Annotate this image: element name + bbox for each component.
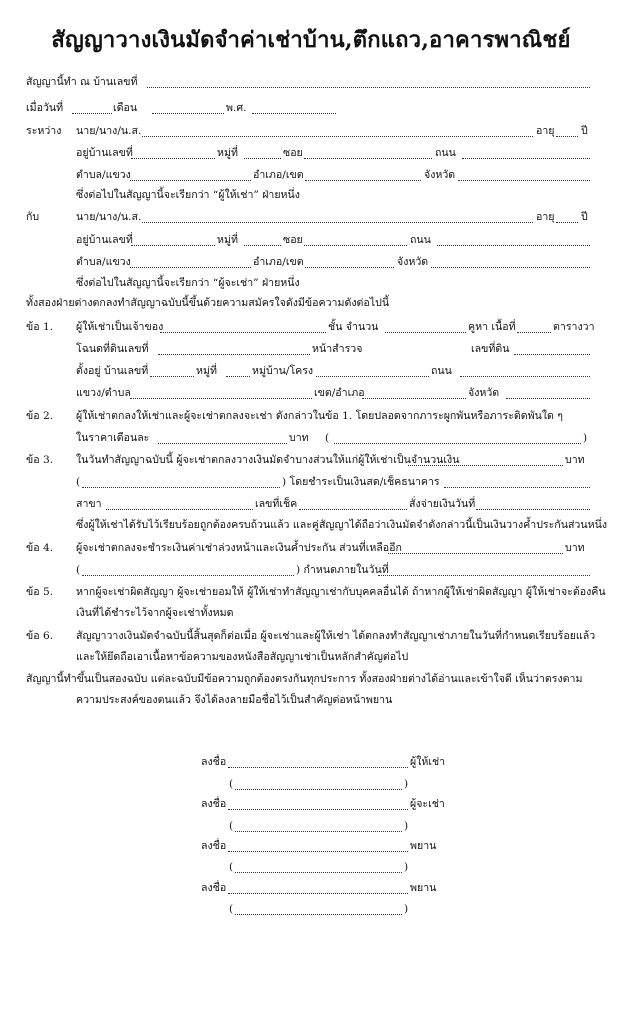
form-text: หมู่ที่: [196, 365, 217, 377]
fill-in-blank[interactable]: [316, 376, 429, 377]
form-text: ซอย: [283, 234, 303, 246]
form-text: ปี: [581, 125, 588, 137]
fill-in-blank[interactable]: [305, 267, 394, 268]
fill-in-blank[interactable]: [506, 398, 590, 399]
fill-in-blank[interactable]: [408, 465, 563, 466]
form-text: ซึ่งต่อไปในสัญญานี้จะเรียกว่า “ผู้ให้เช่า” ฝ่ายหนึ่ง: [76, 189, 300, 201]
form-text: จังหวัด: [424, 169, 456, 181]
form-text: เดือน: [113, 102, 138, 114]
fill-in-blank[interactable]: [304, 158, 432, 159]
form-text: ข้อ 4.: [26, 542, 54, 554]
form-text: (: [325, 432, 330, 444]
form-text: ) โดยชำระเป็นเงินสด/เช็คธนาคาร: [282, 476, 440, 488]
form-text: ผู้จะเช่าตกลงจะชำระเงินค่าเช่าล่วงหน้าและเงินค้ำประกัน ส่วนที่เหลืออีก: [76, 542, 402, 554]
fill-in-blank[interactable]: [142, 222, 533, 223]
fill-in-blank[interactable]: [160, 332, 326, 333]
form-text: ลงชื่อ: [201, 882, 227, 894]
fill-in-blank[interactable]: [82, 575, 294, 576]
form-text: ): [404, 861, 409, 873]
form-text: (: [76, 564, 81, 576]
form-text: ผู้ให้เช่าเป็นเจ้าของ: [76, 321, 164, 333]
form-text: อำเภอ/เขต: [253, 256, 304, 268]
fill-in-blank[interactable]: [252, 113, 336, 114]
form-text: ซึ่งผู้ให้เช่าได้รับไว้เรียบร้อยถูกต้องครบถ้วนแล้ว และคู่สัญญาได้ถือว่าเงินมัดจำดังกล่าวนี้เป็นเงินวางค้ำประกันส่วนหนึ่ง: [76, 519, 608, 531]
form-text: ตำบล/แขวง: [76, 256, 131, 268]
form-text: โฉนดที่ดินเลขที่: [76, 343, 149, 355]
fill-in-blank[interactable]: [228, 809, 408, 810]
form-text: บาท: [289, 432, 309, 444]
fill-in-blank[interactable]: [299, 509, 407, 510]
form-text: ปี: [581, 211, 588, 223]
fill-in-blank[interactable]: [226, 376, 250, 377]
fill-in-blank[interactable]: [152, 113, 224, 114]
form-text: ผู้ให้เช่าตกลงให้เช่าและผู้จะเช่าตกลงจะเช่า ดังกล่าวในข้อ 1. โดยปลอดจากภาระผูกพันหรือภาระติดพันใด ๆ: [76, 410, 563, 422]
form-text: ลงชื่อ: [201, 840, 227, 852]
fill-in-blank[interactable]: [158, 443, 287, 444]
fill-in-blank[interactable]: [235, 872, 402, 873]
form-text: (: [229, 820, 234, 832]
form-text: ถนน: [431, 365, 452, 377]
form-text: สาขา: [76, 498, 102, 510]
fill-in-blank[interactable]: [228, 851, 408, 852]
form-text: จังหวัด: [397, 256, 429, 268]
form-text: ระหว่าง: [26, 125, 62, 137]
fill-in-blank[interactable]: [142, 136, 533, 137]
form-text: และให้ยึดถือเอาเนื้อหาข้อความของหนังสือสัญญาเช่าเป็นหลักสำคัญต่อไป: [76, 651, 409, 663]
form-text: ชั้น จำนวน: [328, 321, 379, 333]
form-text: ): [404, 903, 409, 915]
form-text: ข้อ 2.: [26, 410, 54, 422]
form-text: สัญญาวางเงินมัดจำฉบับนี้สิ้นสุดก็ต่อเมื่อ ผู้จะเช่าและผู้ให้เช่า ได้ตกลงทำสัญญาเช่าภายในวันที่กำหนดเรียบร้อยแล้ว: [76, 630, 596, 642]
fill-in-blank[interactable]: [72, 113, 112, 114]
fill-in-blank[interactable]: [362, 398, 466, 399]
form-text: สั่งจ่ายเงินวันที่: [409, 498, 476, 510]
form-text: หน้าสำรวจ: [312, 343, 363, 355]
form-text: อยู่บ้านเลขที่: [76, 147, 133, 159]
form-text: หมู่บ้าน/โครง: [252, 365, 314, 377]
form-text: พ.ศ.: [226, 102, 247, 114]
form-text: ในราคาเดือนละ: [76, 432, 150, 444]
form-text: บาท: [565, 542, 585, 554]
form-text: ซึ่งต่อไปในสัญญานี้จะเรียกว่า “ผู้จะเช่า” ฝ่ายหนึ่ง: [76, 277, 300, 289]
form-text: ในวันทำสัญญาฉบับนี้ ผู้จะเช่าตกลงวางเงินมัดจำบางส่วนให้แก่ผู้ให้เช่าเป็นจำนวนเงิน: [76, 454, 460, 466]
form-text: จังหวัด: [468, 387, 500, 399]
form-text: เงินที่ได้ชำระไว้จากผู้จะเช่าทั้งหมด: [76, 607, 234, 619]
form-text: เมื่อวันที่: [26, 102, 64, 114]
form-text: ทั้งสองฝ่ายต่างตกลงทำสัญญาฉบับนี้ขึ้นด้วยความสมัครใจดังมีข้อความดังต่อไปนี้: [26, 297, 390, 309]
form-text: ตารางวา: [553, 321, 595, 333]
fill-in-blank[interactable]: [437, 245, 590, 246]
fill-in-blank[interactable]: [130, 180, 251, 181]
form-text: ผู้จะเช่า: [410, 798, 445, 810]
form-text: ถนน: [410, 234, 431, 246]
form-text: (: [76, 476, 81, 488]
fill-in-blank[interactable]: [514, 354, 590, 355]
fill-in-blank[interactable]: [556, 222, 578, 223]
fill-in-blank[interactable]: [130, 398, 312, 399]
fill-in-blank[interactable]: [150, 376, 194, 377]
form-text: เขต/อำเภอ: [314, 387, 365, 399]
form-text: ลงชื่อ: [201, 756, 227, 768]
form-text: สัญญานี้ทำขึ้นเป็นสองฉบับ แต่ละฉบับมีข้อความถูกต้องตรงกันทุกประการ ทั้งสองฝ่ายต่างได้อ่านและเข้าใจดี เห็นว่าตรงตาม: [26, 673, 583, 685]
fill-in-blank[interactable]: [458, 180, 590, 181]
fill-in-blank[interactable]: [228, 893, 408, 894]
fill-in-blank[interactable]: [304, 245, 407, 246]
form-text: ข้อ 6.: [26, 630, 54, 642]
form-text: ถนน: [435, 147, 456, 159]
form-text: พยาน: [410, 882, 437, 894]
form-text: นาย/นาง/น.ส.: [76, 211, 142, 223]
form-text: ): [404, 820, 409, 832]
fill-in-blank[interactable]: [462, 158, 590, 159]
fill-in-blank[interactable]: [244, 245, 281, 246]
form-text: อำเภอ/เขต: [253, 169, 304, 181]
form-text: ): [404, 778, 409, 790]
form-text: หากผู้จะเช่าผิดสัญญา ผู้จะเช่ายอมให้ ผู้ให้เช่าทำสัญญาเช่ากับบุคคลอื่นได้ ถ้าหากผู้ให้เช่าผิดสัญญา ผู้ให้เช่าจะต้องคืน: [76, 586, 606, 598]
form-text: ) กำหนดภายในวันที่: [296, 564, 389, 576]
form-text: ผู้ให้เช่า: [410, 756, 446, 768]
page-title: สัญญาวางเงินมัดจำค่าเช่าบ้าน,ตึกแถว,อาคารพาณิชย์: [51, 27, 571, 53]
fill-in-blank[interactable]: [388, 553, 563, 554]
form-text: ข้อ 5.: [26, 586, 54, 598]
form-text: ข้อ 1.: [26, 321, 54, 333]
form-text: นาย/นาง/น.ส.: [76, 125, 142, 137]
fill-in-blank[interactable]: [82, 487, 280, 488]
fill-in-blank[interactable]: [131, 158, 215, 159]
fill-in-blank[interactable]: [147, 87, 590, 88]
fill-in-blank[interactable]: [235, 914, 402, 915]
form-text: แขวง/ตำบล: [76, 387, 131, 399]
form-text: ความประสงค์ของตนแล้ว จึงได้ลงลายมือชื่อไว้เป็นสำคัญต่อหน้าพยาน: [76, 694, 393, 706]
form-text: หมู่ที่: [217, 234, 238, 246]
form-text: อยู่บ้านเลขที่: [76, 234, 133, 246]
form-text: (: [229, 861, 234, 873]
fill-in-blank[interactable]: [476, 509, 590, 510]
form-text: คูหา เนื้อที่: [468, 321, 516, 333]
form-text: สัญญานี้ทำ ณ บ้านเลขที่: [26, 76, 138, 88]
fill-in-blank[interactable]: [106, 509, 253, 510]
fill-in-blank[interactable]: [334, 443, 581, 444]
fill-in-blank[interactable]: [556, 136, 578, 137]
fill-in-blank[interactable]: [228, 767, 408, 768]
fill-in-blank[interactable]: [460, 376, 590, 377]
form-text: ): [583, 432, 588, 444]
form-text: พยาน: [410, 840, 437, 852]
form-text: หมู่ที่: [217, 147, 238, 159]
form-text: ลงชื่อ: [201, 798, 227, 810]
fill-in-blank[interactable]: [158, 354, 310, 355]
fill-in-blank[interactable]: [130, 267, 251, 268]
form-text: อายุ: [536, 125, 555, 137]
fill-in-blank[interactable]: [305, 180, 421, 181]
form-text: บาท: [565, 454, 585, 466]
form-text: กับ: [26, 211, 40, 223]
fill-in-blank[interactable]: [131, 245, 215, 246]
form-text: เลขที่เช็ค: [255, 498, 298, 510]
fill-in-blank[interactable]: [235, 831, 402, 832]
form-text: เลขที่ดิน: [471, 343, 510, 355]
form-text: (: [229, 903, 234, 915]
form-text: ตั้งอยู่ บ้านเลขที่: [76, 365, 149, 377]
form-text: ตำบล/แขวง: [76, 169, 131, 181]
fill-in-blank[interactable]: [235, 789, 402, 790]
form-text: (: [229, 778, 234, 790]
fill-in-blank[interactable]: [444, 487, 590, 488]
fill-in-blank[interactable]: [431, 267, 590, 268]
fill-in-blank[interactable]: [517, 332, 551, 333]
fill-in-blank[interactable]: [378, 575, 590, 576]
form-text: ข้อ 3.: [26, 454, 54, 466]
fill-in-blank[interactable]: [385, 332, 466, 333]
form-text: ซอย: [283, 147, 303, 159]
form-text: อายุ: [536, 211, 555, 223]
fill-in-blank[interactable]: [244, 158, 281, 159]
